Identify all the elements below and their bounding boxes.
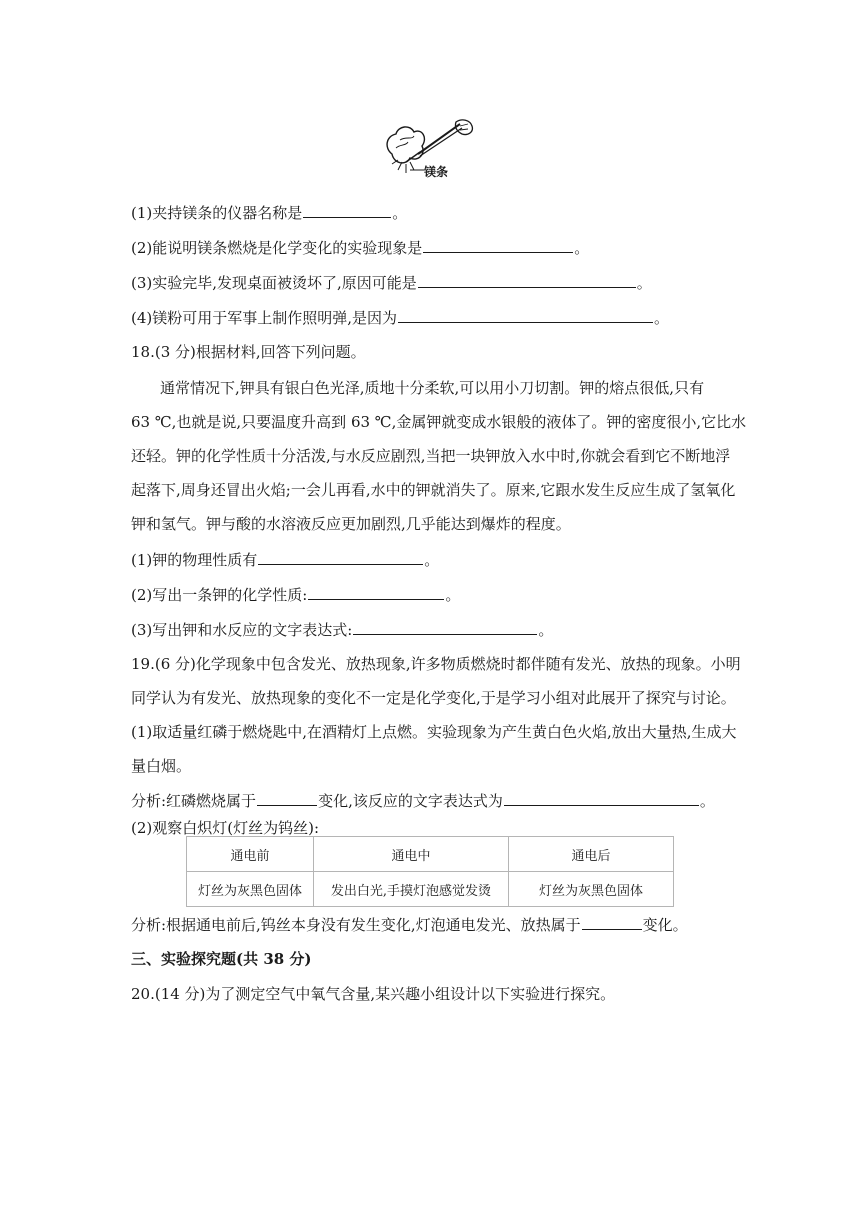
q18-passage-line: 还轻。钾的化学性质十分活泼,与水反应剧烈,当把一块钾放入水中时,你就会看到它不断地浮	[131, 447, 731, 465]
q20-heading: 20.(14 分)为了测定空气中氧气含量,某兴趣小组设计以下实验进行探究。	[131, 985, 616, 1003]
q18-passage-line: 通常情况下,钾具有银白色光泽,质地十分柔软,可以用小刀切割。钾的熔点很低,只有	[160, 379, 705, 397]
q19-part1: (1)取适量红磷于燃烧匙中,在酒精灯上点燃。实验现象为产生黄白色火焰,放出大量热,生成大	[131, 723, 737, 741]
filament-observation-table	[186, 836, 674, 907]
q18-passage-line: 钾和氢气。钾与酸的水溶液反应更加剧烈,几乎能达到爆炸的程度。	[131, 515, 571, 533]
table-header-cell: 通电前	[187, 837, 314, 872]
table-cell: 发出白光,手摸灯泡感觉发烫	[314, 872, 509, 907]
q19-part1-cont: 量白烟。	[131, 757, 192, 775]
section-title: 三、实验探究题(共 38 分)	[131, 950, 312, 968]
q18-passage-line: 63 ℃,也就是说,只要温度升高到 63 ℃,金属钾就变成水银般的液体了。钾的密度很小,它比水	[131, 413, 747, 431]
table-header-cell: 通电后	[509, 837, 674, 872]
answer-blank[interactable]	[258, 549, 423, 565]
q18-sub1: (1)钾的物理性质有 。	[131, 551, 440, 569]
q19-heading: 19.(6 分)化学现象中包含发光、放热现象,许多物质燃烧时都伴随有发光、放热的现象。小明	[131, 655, 741, 673]
q19-analysis2: 分析:根据通电前后,钨丝本身没有发生变化,灯泡通电发光、放热属于 变化。	[131, 916, 688, 934]
q18-sub2: (2)写出一条钾的化学性质: 。	[131, 586, 461, 604]
answer-blank[interactable]	[504, 790, 699, 806]
answer-blank[interactable]	[582, 914, 642, 930]
answer-blank[interactable]	[423, 237, 573, 253]
q18-heading: 18.(3 分)根据材料,回答下列问题。	[131, 343, 366, 361]
answer-blank[interactable]	[398, 307, 653, 323]
answer-blank[interactable]	[353, 619, 537, 635]
q18-sub3: (3)写出钾和水反应的文字表达式: 。	[131, 621, 554, 639]
table-row	[187, 872, 674, 907]
table-header-row	[187, 837, 674, 872]
table-cell: 灯丝为灰黑色固体	[187, 872, 314, 907]
table-cell: 灯丝为灰黑色固体	[509, 872, 674, 907]
answer-blank[interactable]	[303, 202, 391, 218]
answer-blank[interactable]	[308, 584, 444, 600]
q17-sub3: (3)实验完毕,发现桌面被烫坏了,原因可能是 。	[131, 274, 652, 292]
q19-heading-cont: 同学认为有发光、放热现象的变化不一定是化学变化,于是学习小组对此展开了探究与讨论。	[131, 689, 736, 707]
q17-sub4: (4)镁粉可用于军事上制作照明弹,是因为 。	[131, 309, 670, 327]
q17-sub1: (1)夹持镁条的仪器名称是 。	[131, 204, 408, 222]
q19-part2: (2)观察白炽灯(灯丝为钨丝):	[131, 819, 320, 837]
q18-passage-line: 起落下,周身还冒出火焰;一会儿再看,水中的钾就消失了。原来,它跟水发生反应生成了氢氧化	[131, 481, 736, 499]
figure-label: 镁条	[424, 165, 449, 179]
answer-blank[interactable]	[257, 790, 317, 806]
q17-sub2: (2)能说明镁条燃烧是化学变化的实验现象是 。	[131, 239, 590, 257]
q19-analysis1: 分析:红磷燃烧属于 变化,该反应的文字表达式为 。	[131, 792, 715, 810]
answer-blank[interactable]	[418, 272, 636, 288]
table-header-cell: 通电中	[314, 837, 509, 872]
